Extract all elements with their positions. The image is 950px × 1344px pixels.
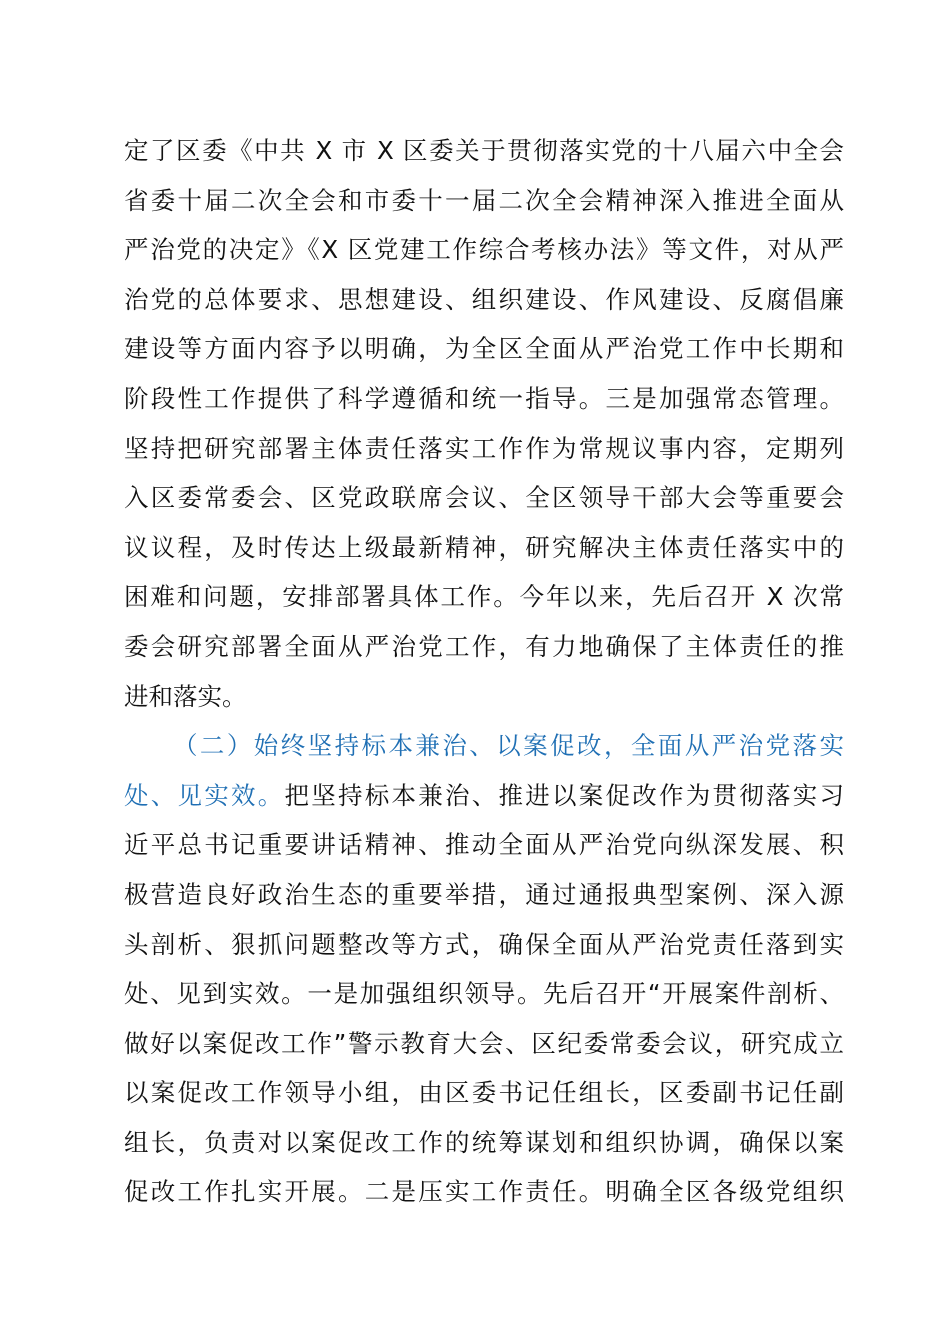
section-heading-continued: 处、见实效。 xyxy=(124,780,285,810)
text-line: 阶段性工作提供了科学遵循和统一指导。三是加强常态管理。 xyxy=(124,383,844,413)
text-line: 省委十届二次全会和市委十一届二次全会精神深入推进全面从 xyxy=(124,185,844,215)
text-run: 把坚持标本兼治、推进以案促改作为贯彻落实习 xyxy=(284,780,844,810)
paragraph-1 xyxy=(124,126,844,721)
text-line: 困难和问题，安排部署具体工作。今年以来，先后召开 X 次常 xyxy=(124,582,844,612)
text-line: 头剖析、狠抓问题整改等方式，确保全面从严治党责任落到实 xyxy=(124,929,844,959)
text-line: 做好以案促改工作”警示教育大会、区纪委常委会议，研究成立 xyxy=(124,1028,844,1058)
text-line: 入区委常委会、区党政联席会议、全区领导干部大会等重要会 xyxy=(124,483,844,513)
text-line: 进和落实。 xyxy=(124,681,247,711)
paragraph-2 xyxy=(124,721,844,1217)
text-line: 坚持把研究部署主体责任落实工作作为常规议事内容，定期列 xyxy=(124,433,844,463)
text-line: 以案促改工作领导小组，由区委书记任组长，区委副书记任副 xyxy=(124,1078,844,1108)
text-line: 处、见到实效。一是加强组织领导。先后召开“开展案件剖析、 xyxy=(124,979,844,1009)
section-heading: （二）始终坚持标本兼治、以案促改，全面从严治党落实 xyxy=(173,731,844,761)
text-line: 近平总书记重要讲话精神、推动全面从严治党向纵深发展、积 xyxy=(124,830,844,860)
text-line: 建设等方面内容予以明确，为全区全面从严治党工作中长期和 xyxy=(124,334,844,364)
text-line: 严治党的决定》《X 区党建工作综合考核办法》等文件，对从严 xyxy=(124,235,844,265)
text-line: 定了区委《中共 X 市 X 区委关于贯彻落实党的十八届六中全会 xyxy=(124,136,844,165)
text-line: 组长，负责对以案促改工作的统筹谋划和组织协调，确保以案 xyxy=(124,1127,844,1157)
body-text xyxy=(124,126,844,1217)
text-line: 委会研究部署全面从严治党工作，有力地确保了主体责任的推 xyxy=(124,631,844,661)
text-line: 议议程，及时传达上级最新精神，研究解决主体责任落实中的 xyxy=(124,532,844,562)
text-line xyxy=(124,771,844,821)
text-line: 治党的总体要求、思想建设、组织建设、作风建设、反腐倡廉 xyxy=(124,284,844,314)
text-line: 极营造良好政治生态的重要举措，通过通报典型案例、深入源 xyxy=(124,879,844,909)
text-line: 促改工作扎实开展。二是压实工作责任。明确全区各级党组织 xyxy=(124,1177,844,1207)
